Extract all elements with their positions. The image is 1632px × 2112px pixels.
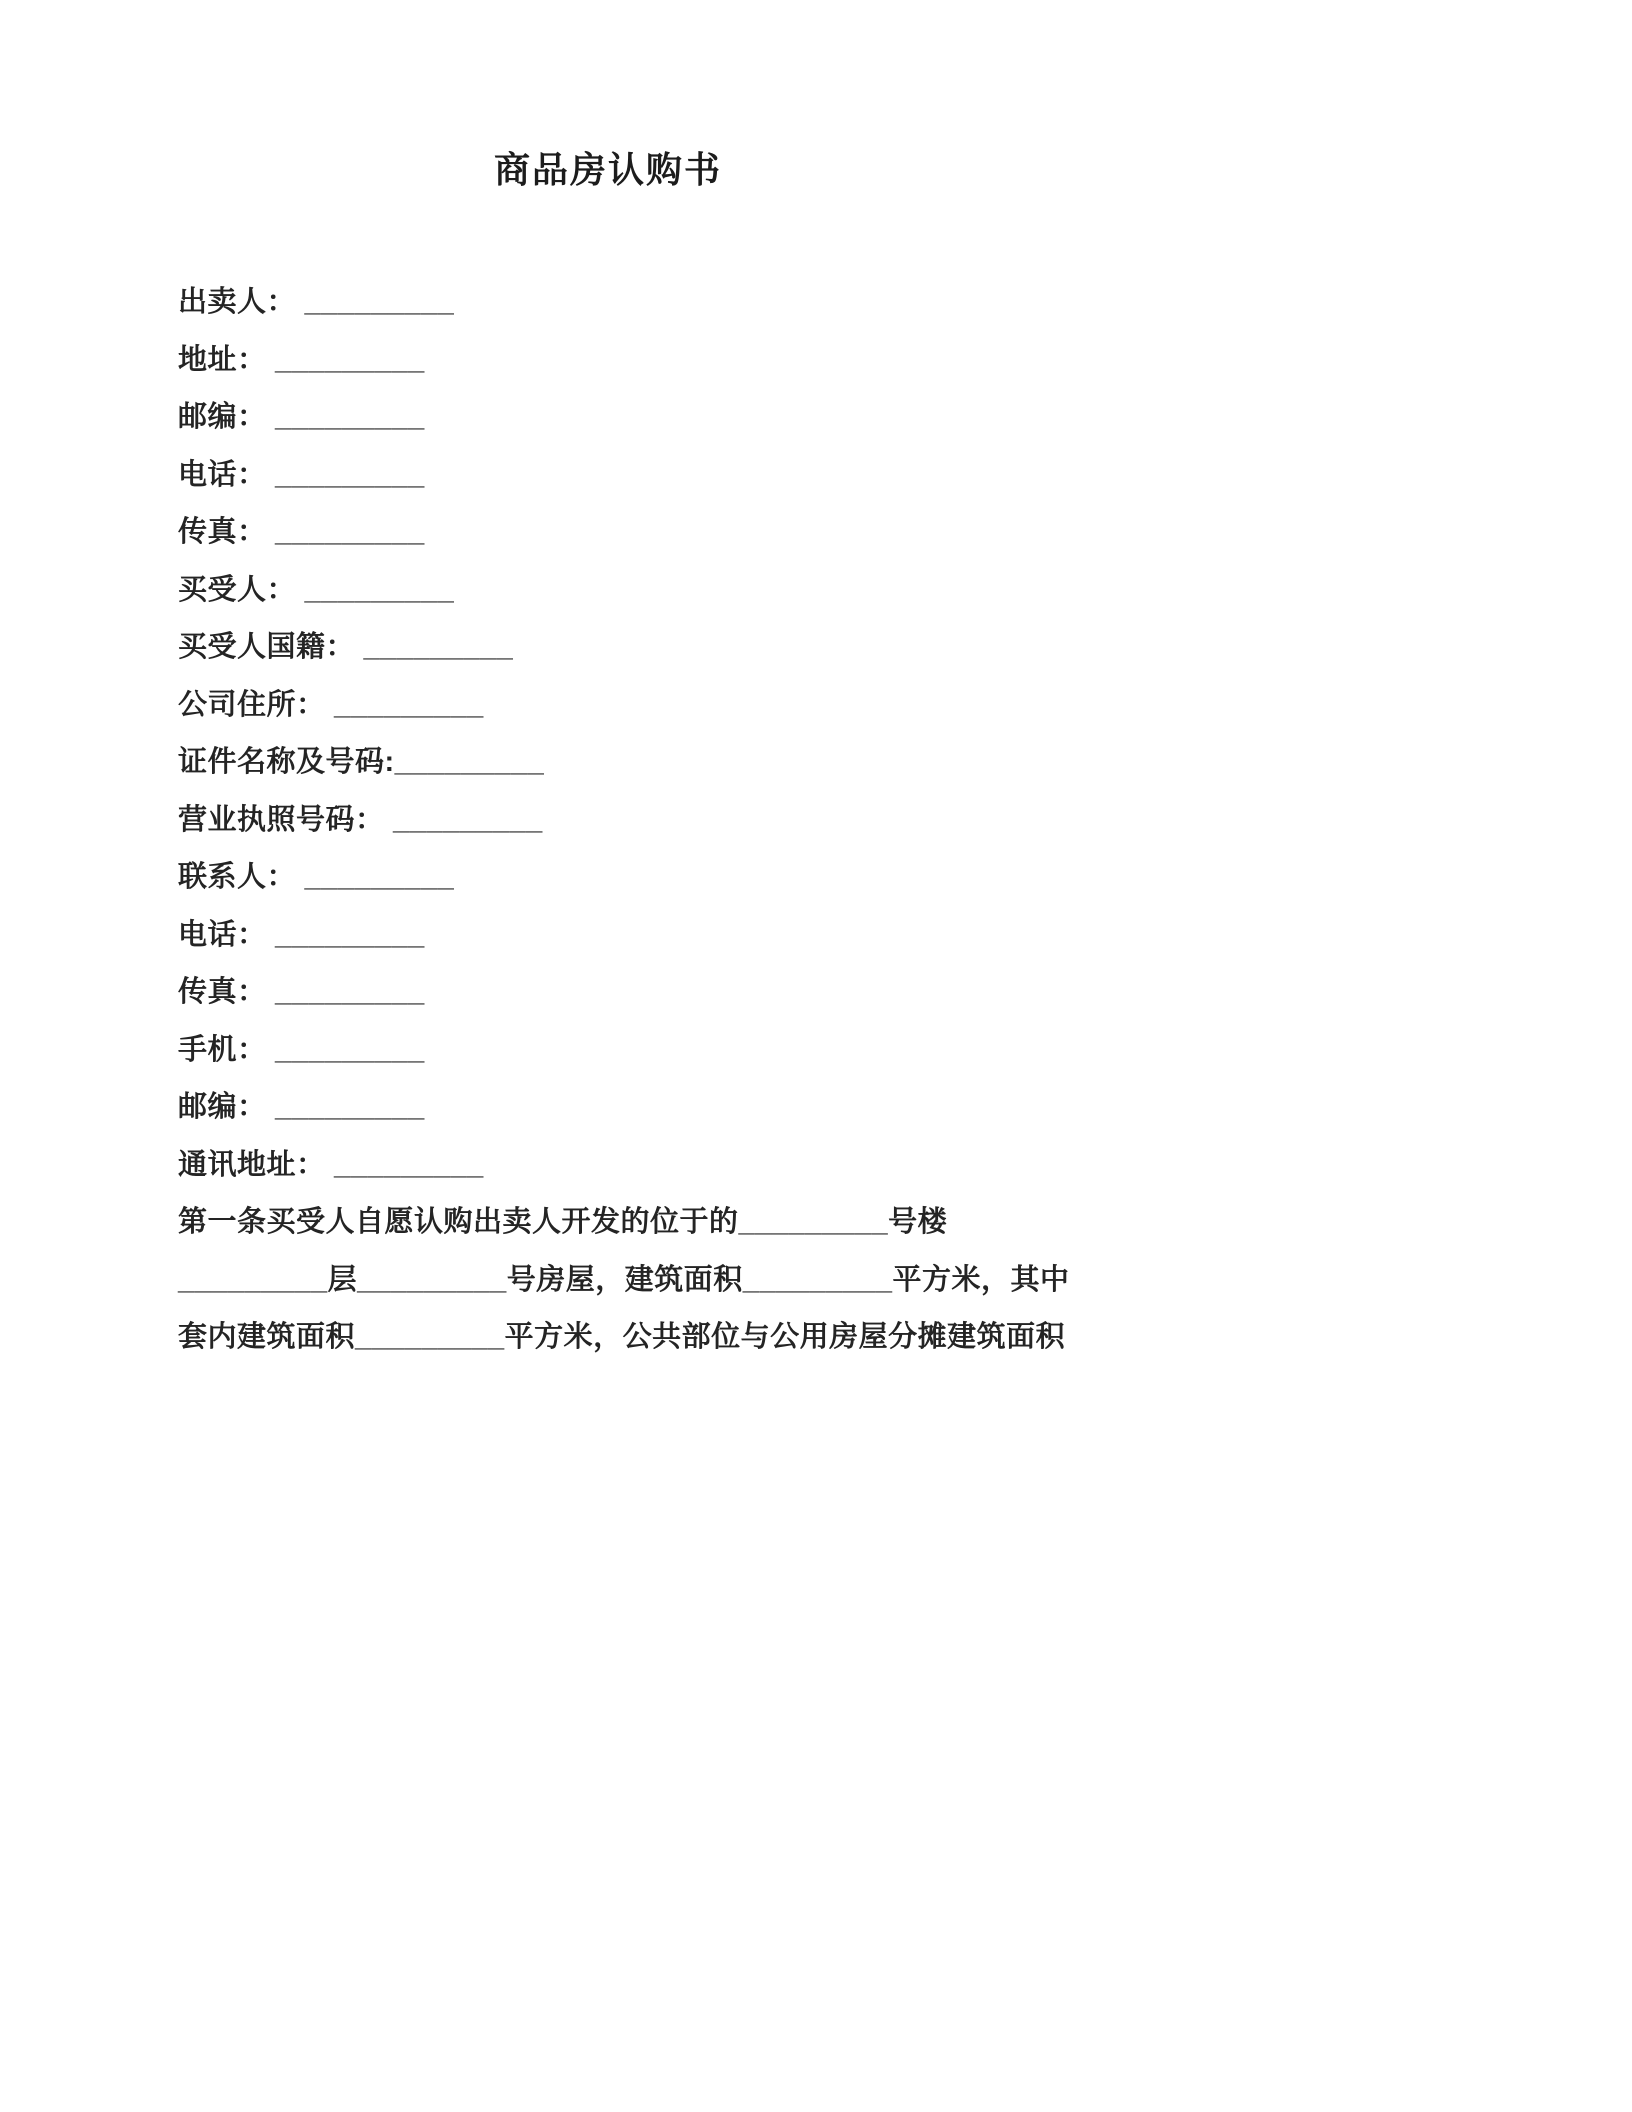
- document-content: [178, 148, 1070, 1367]
- form-line-fax-2: 传真： _________: [178, 976, 425, 1008]
- clause-line-3: 套内建筑面积_________平方米，公共部位与公用房屋分摊建筑面积: [178, 1321, 1066, 1353]
- form-line-company-address: 公司住所： _________: [178, 688, 484, 721]
- form-line-postcode: 邮编： _________: [178, 401, 425, 433]
- form-line-seller: 出卖人： _________: [178, 286, 455, 318]
- form-line-postcode-2: 邮编： _________: [178, 1091, 425, 1123]
- form-line-business-license: 营业执照号码： _________: [178, 803, 543, 836]
- form-line-address: 地址： _________: [178, 343, 425, 376]
- form-line-buyer: 买受人： _________: [178, 573, 455, 606]
- form-lines: [178, 274, 1070, 1367]
- clause-line-1: 第一条买受人自愿认购出卖人开发的位于的_________号楼: [178, 1206, 948, 1238]
- form-line-id-name-number: 证件名称及号码:_________: [178, 746, 545, 778]
- form-line-contact-person: 联系人： _________: [178, 861, 455, 893]
- page-title: 商品房认购书: [493, 149, 722, 190]
- form-line-phone-2: 电话： _________: [178, 918, 425, 951]
- form-line-mobile: 手机： _________: [178, 1033, 425, 1066]
- form-line-phone: 电话： _________: [178, 458, 425, 491]
- form-line-buyer-nationality: 买受人国籍： _________: [178, 631, 514, 663]
- form-line-mailing-address: 通讯地址： _________: [178, 1148, 484, 1181]
- form-line-fax: 传真： _________: [178, 516, 425, 548]
- clause-line-2: _________层_________号房屋，建筑面积_________平方米，其中: [178, 1263, 1070, 1296]
